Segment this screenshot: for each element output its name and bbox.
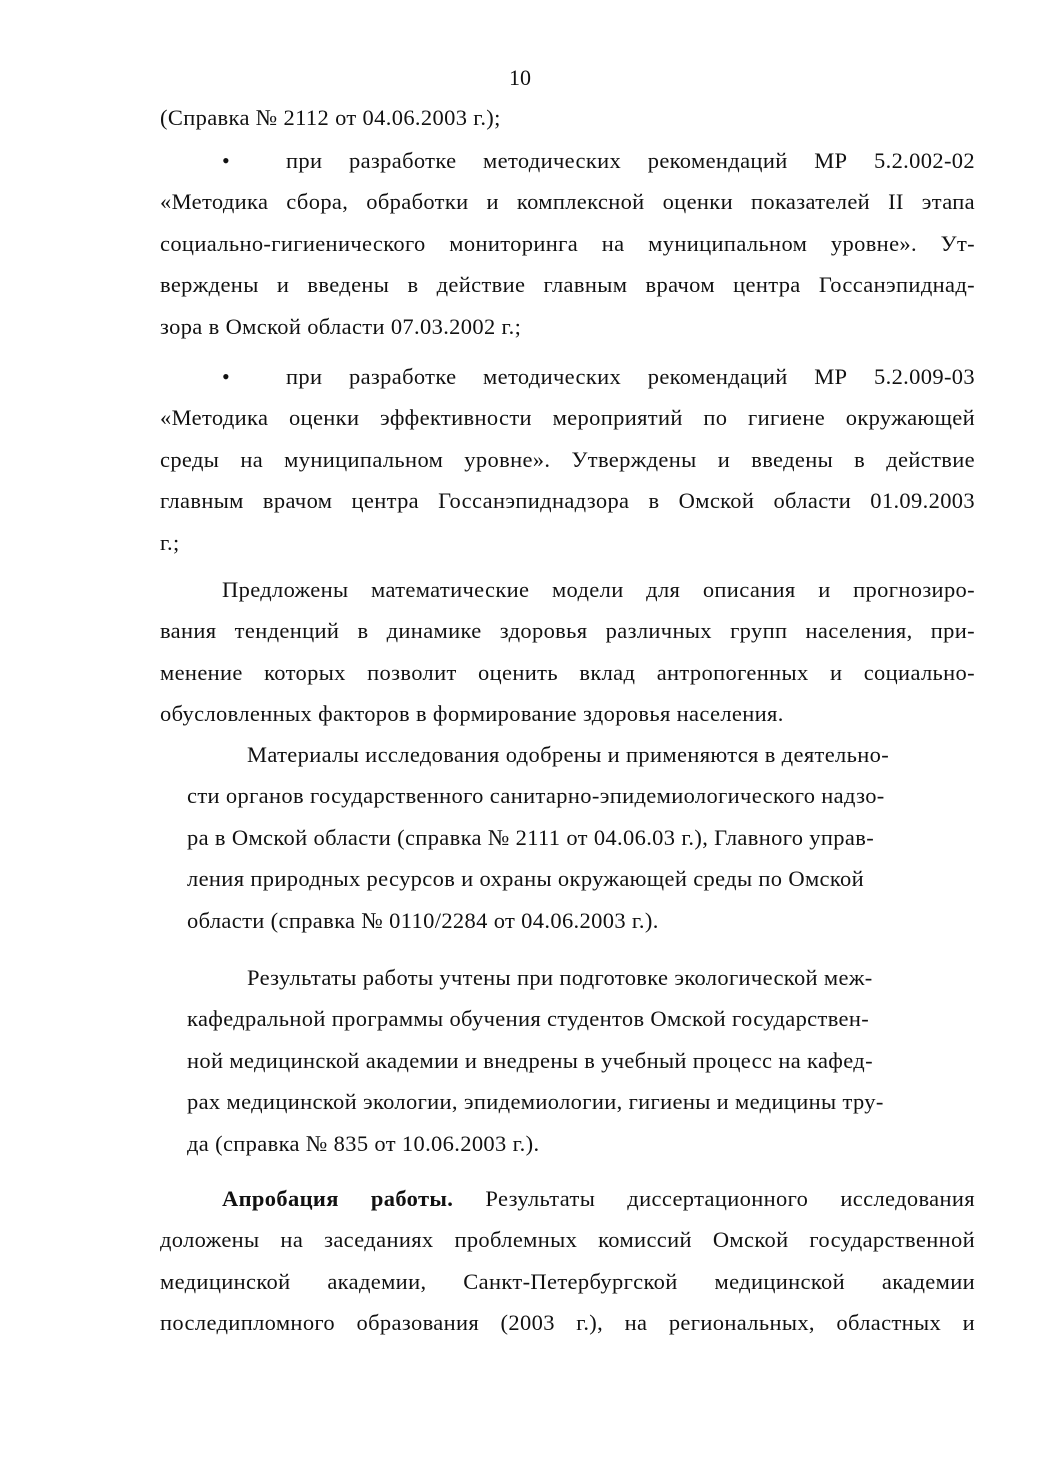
paragraph-math-models [160,576,975,742]
text-line: социально-гигиенического мониторинга на муниципальном уровне». Ут- [160,230,975,256]
text-line [222,1185,975,1226]
text-line: (Справка № 2112 от 04.06.2003 г.); [160,105,501,130]
text-line: г.; [160,529,180,555]
bullet-marker: • [222,148,230,173]
text-line: области (справка № 0110/2284 от 04.06.2003 г.). [187,907,659,933]
text-line: да (справка № 835 от 10.06.2003 г.). [187,1130,540,1156]
approbation-heading: Апробация работы. [222,1186,454,1211]
text-line: сти органов государственного санитарно-эпидемиологического надзо- [187,783,885,809]
text-line: вания тенденций в динамике здоровья различных групп населения, при- [160,618,975,644]
text-line: среды на муниципальном уровне». Утверждены и введены в действие [160,446,975,472]
paragraph-bullet-mr-5-2-009-03 [160,363,975,570]
text-fragment: Результаты диссертационного исследования [485,1186,975,1211]
bullet-marker: • [222,364,230,389]
page-number: 10 [509,65,531,90]
paragraph-approbation [160,1185,975,1351]
text-line: зора в Омской области 07.03.2002 г.; [160,313,522,339]
text-line: при разработке методических рекомендаций МР 5.2.009-03 [286,364,975,389]
paragraph-materials-approved [187,741,967,948]
text-line: Результаты работы учтены при подготовке экологической меж- [247,965,873,990]
text-line: обусловленных факторов в формирование здоровья населения. [160,701,784,727]
text-line: медицинской академии, Санкт-Петербургской медицинской академии [160,1268,975,1294]
text-line: при разработке методических рекомендаций МР 5.2.002-02 [286,148,975,173]
text-line: «Методика оценки эффективности мероприятий по гигиене окружающей [160,405,975,431]
text-line: Материалы исследования одобрены и применяются в деятельно- [247,742,890,767]
paragraph-reference-end [160,104,975,145]
text-line: доложены на заседаниях проблемных комиссий Омской государственной [160,1227,975,1253]
text-line: рах медицинской экологии, эпидемиологии, гигиены и медицины тру- [187,1089,884,1115]
text-line: верждены и введены в действие главным врачом центра Госсанэпиднад- [160,272,975,298]
text-line: ра в Омской области (справка № 2111 от 04.06.03 г.), Главного управ- [187,824,875,850]
paragraph-bullet-mr-5-2-002-02 [160,147,975,354]
text-line: Предложены математические модели для описания и прогнозиро- [222,577,975,602]
text-line: менение которых позволит оценить вклад антропогенных и социально- [160,659,975,685]
text-line: кафедральной программы обучения студентов Омской государствен- [187,1006,870,1032]
paragraph-results-curriculum [187,964,967,1171]
text-line: последипломного образования (2003 г.), на региональных, областных и [160,1310,975,1336]
text-line: главным врачом центра Госсанэпиднадзора в Омской области 01.09.2003 [160,488,975,514]
text-line: ной медицинской академии и внедрены в учебный процесс на кафед- [187,1047,873,1073]
text-line: «Методика сбора, обработки и комплексной оценки показателей II этапа [160,189,975,215]
text-line: ления природных ресурсов и охраны окружающей среды по Омской [187,866,865,892]
